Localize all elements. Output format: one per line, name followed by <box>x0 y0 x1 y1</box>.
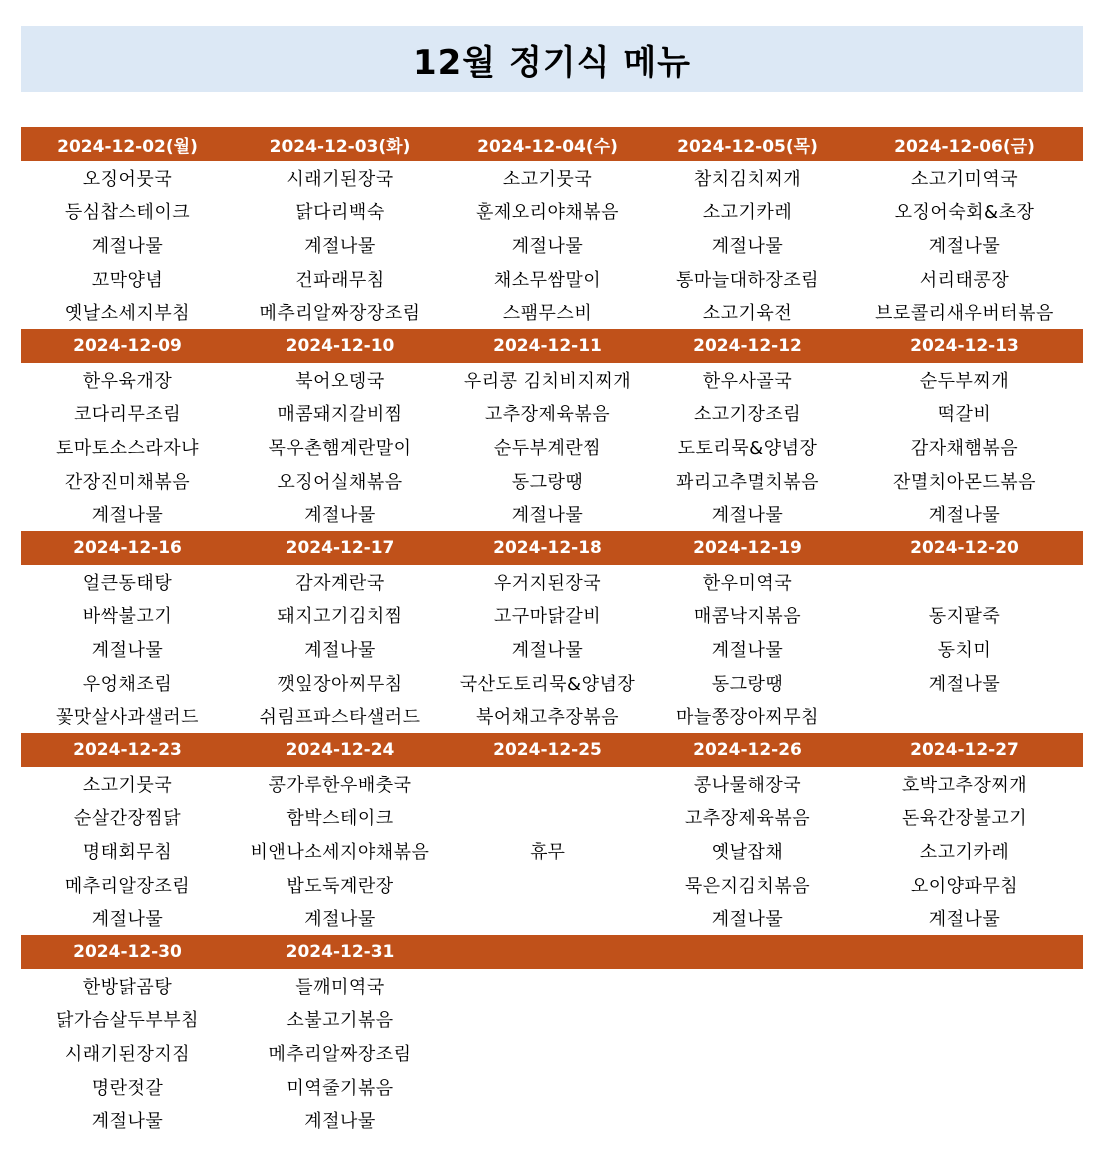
day-menu <box>846 565 1083 733</box>
menu-item: 콩나물해장국 <box>693 774 802 796</box>
menu-item: 한우육개장 <box>82 370 173 392</box>
menu-item: 계절나물 <box>511 505 584 527</box>
menu-item: 마늘쫑장아찌무침 <box>675 707 820 729</box>
menu-item: 계절나물 <box>91 505 164 527</box>
menu-item: 꼬막양념 <box>91 269 164 291</box>
date-header: 2024-12-09 <box>73 336 182 356</box>
menu-item: 북어채고추장볶음 <box>475 707 620 729</box>
day-menu <box>846 161 1083 329</box>
menu-item: 계절나물 <box>511 639 584 661</box>
day-menu <box>846 767 1083 935</box>
week-header-row <box>21 531 1083 565</box>
menu-item: 닭다리백숙 <box>295 202 385 224</box>
menu-item: 소고기뭇국 <box>82 774 173 796</box>
menu-item: 오징어숙회&초장 <box>894 202 1035 224</box>
menu-item: 소고기카레 <box>702 202 793 224</box>
menu-item: 꽈리고추멸치볶음 <box>675 471 820 493</box>
menu-item: 소불고기볶음 <box>286 1010 394 1032</box>
menu-item: 메추리알장조림 <box>64 875 191 897</box>
menu-item: 등심찹스테이크 <box>64 202 191 224</box>
date-header: 2024-12-06(금) <box>894 136 1035 157</box>
day-menu <box>21 969 234 1137</box>
week-header-row <box>21 329 1083 363</box>
date-header: 2024-12-24 <box>285 740 395 760</box>
week-header-row <box>21 935 1083 969</box>
week-menu-row <box>21 565 1083 733</box>
menu-item: 호박고추장찌개 <box>901 774 1028 796</box>
date-header: 2024-12-18 <box>493 538 602 558</box>
date-header: 2024-12-13 <box>910 336 1019 356</box>
menu-item: 계절나물 <box>91 235 164 257</box>
menu-item: 계절나물 <box>304 909 376 931</box>
menu-item: 한방닭곰탕 <box>82 976 173 998</box>
menu-item: 순두부찌개 <box>919 370 1010 392</box>
day-menu <box>649 565 846 733</box>
date-header: 2024-12-05(목) <box>677 136 818 157</box>
menu-item: 들깨미역국 <box>295 976 385 998</box>
date-header: 2024-12-16 <box>73 538 182 558</box>
day-menu <box>446 161 649 329</box>
menu-item: 얼큰동태탕 <box>82 572 173 594</box>
date-header: 2024-12-30 <box>73 942 182 962</box>
week-block <box>21 531 1083 733</box>
day-menu <box>649 363 846 531</box>
week-menu-row <box>21 767 1083 935</box>
menu-item: 명란젓갈 <box>91 1077 164 1099</box>
date-header: 2024-12-25 <box>493 740 602 760</box>
menu-item: 계절나물 <box>91 1111 164 1133</box>
menu-item: 오징어실채볶음 <box>277 471 403 493</box>
week-block <box>21 935 1083 1137</box>
week-block <box>21 733 1083 935</box>
week-block <box>21 127 1083 329</box>
date-header: 2024-12-19 <box>693 538 802 558</box>
menu-item: 간장진미채볶음 <box>64 471 191 493</box>
menu-item: 메추리알짜장장조림 <box>259 303 421 325</box>
menu-item: 한우사골국 <box>702 370 793 392</box>
week-block <box>21 329 1083 531</box>
week-menu-row <box>21 161 1083 329</box>
menu-item: 깻잎장아찌무침 <box>277 673 403 695</box>
menu-item: 건파래무침 <box>295 269 385 291</box>
date-header: 2024-12-02(월) <box>57 136 198 157</box>
menu-item: 도토리묵&양념장 <box>677 437 818 459</box>
day-menu <box>446 565 649 733</box>
menu-item: 옛날잡채 <box>711 841 784 863</box>
menu-item: 계절나물 <box>928 673 1001 695</box>
menu-item: 동그랑땡 <box>511 471 584 493</box>
holiday-label: 휴무 <box>530 842 565 863</box>
week-header-row <box>21 127 1083 161</box>
page-title: 12월 정기식 메뉴 <box>412 42 692 83</box>
menu-item: 브로콜리새우버터볶음 <box>875 303 1054 325</box>
day-menu <box>234 767 446 935</box>
menu-item: 목우촌햄계란말이 <box>268 437 412 459</box>
date-header: 2024-12-10 <box>285 336 395 356</box>
menu-item: 채소무쌈말이 <box>493 269 602 291</box>
menu-item: 돼지고기김치찜 <box>277 606 403 628</box>
menu-item: 우리콩 김치비지찌개 <box>463 370 632 392</box>
date-header <box>446 935 649 969</box>
menu-item: 계절나물 <box>711 505 784 527</box>
menu-item: 소고기육전 <box>702 303 793 325</box>
menu-item: 통마늘대하장조림 <box>675 269 820 291</box>
menu-item: 참치김치찌개 <box>693 168 802 190</box>
date-header: 2024-12-04(수) <box>477 136 618 157</box>
menu-item: 돈육간장불고기 <box>901 808 1028 830</box>
day-menu <box>21 565 234 733</box>
menu-item: 비앤나소세지야채볶음 <box>250 841 430 863</box>
menu-item: 고추장제육볶음 <box>484 404 611 426</box>
menu-item: 계절나물 <box>928 505 1001 527</box>
date-header: 2024-12-11 <box>493 336 602 356</box>
menu-item: 코다리무조림 <box>73 404 182 426</box>
date-header <box>649 935 846 969</box>
menu-item: 계절나물 <box>711 909 784 931</box>
menu-item: 고구마닭갈비 <box>493 606 602 628</box>
menu-table <box>21 127 1083 1137</box>
menu-item: 순두부계란찜 <box>493 437 602 459</box>
menu-item <box>846 565 1083 599</box>
date-header: 2024-12-20 <box>910 538 1019 558</box>
day-menu <box>234 363 446 531</box>
date-header: 2024-12-26 <box>693 740 802 760</box>
menu-item: 옛날소세지부침 <box>64 303 191 325</box>
day-menu <box>649 969 846 1137</box>
menu-item: 꽃맛살사과샐러드 <box>55 707 200 729</box>
menu-item: 동그랑땡 <box>711 673 784 695</box>
menu-item: 소고기뭇국 <box>502 168 593 190</box>
day-menu <box>446 767 649 935</box>
menu-item: 스팸무스비 <box>502 303 593 325</box>
menu-item: 계절나물 <box>304 505 376 527</box>
menu-item: 계절나물 <box>928 909 1001 931</box>
title-banner <box>21 26 1083 92</box>
menu-item: 콩가루한우배춧국 <box>268 774 412 796</box>
day-menu <box>446 969 649 1137</box>
date-header: 2024-12-12 <box>693 336 802 356</box>
menu-item: 매콤낙지볶음 <box>693 606 802 628</box>
menu-item: 명태회무침 <box>82 841 173 863</box>
date-header: 2024-12-23 <box>73 740 182 760</box>
menu-item: 계절나물 <box>91 639 164 661</box>
date-header <box>846 935 1083 969</box>
day-menu <box>649 161 846 329</box>
date-header: 2024-12-31 <box>285 942 395 962</box>
menu-item: 쉬림프파스타샐러드 <box>259 707 421 729</box>
menu-item: 계절나물 <box>928 235 1001 257</box>
menu-item: 우거지된장국 <box>493 572 602 594</box>
week-header-row <box>21 733 1083 767</box>
date-header: 2024-12-03(화) <box>269 136 411 157</box>
menu-item: 미역줄기볶음 <box>286 1077 394 1099</box>
day-menu <box>649 767 846 935</box>
menu-item: 계절나물 <box>511 235 584 257</box>
menu-item: 닭가슴살두부부침 <box>55 1010 200 1032</box>
menu-item: 감자채햄볶음 <box>910 437 1019 459</box>
menu-item: 함박스테이크 <box>286 808 394 830</box>
menu-item: 계절나물 <box>91 909 164 931</box>
day-menu <box>234 969 446 1137</box>
day-menu <box>846 969 1083 1137</box>
week-menu-row <box>21 969 1083 1137</box>
day-menu <box>21 363 234 531</box>
menu-item: 매콤돼지갈비찜 <box>277 404 403 426</box>
menu-item: 바싹불고기 <box>82 606 173 628</box>
menu-item <box>846 699 1083 733</box>
day-menu <box>21 161 234 329</box>
menu-item: 시래기된장국 <box>286 168 394 190</box>
menu-item: 토마토소스라자냐 <box>55 437 200 459</box>
menu-item: 계절나물 <box>304 639 376 661</box>
day-menu <box>846 363 1083 531</box>
menu-item: 동치미 <box>937 639 992 661</box>
day-menu <box>21 767 234 935</box>
date-header: 2024-12-17 <box>285 538 395 558</box>
menu-item: 소고기카레 <box>919 841 1010 863</box>
menu-item: 소고기미역국 <box>910 168 1019 190</box>
menu-item: 국산도토리묵&양념장 <box>459 673 636 695</box>
menu-item: 계절나물 <box>711 235 784 257</box>
menu-item: 오징어뭇국 <box>82 168 173 190</box>
day-menu <box>234 161 446 329</box>
menu-item: 북어오뎅국 <box>295 370 385 392</box>
menu-item: 계절나물 <box>304 1111 376 1133</box>
menu-item: 계절나물 <box>711 639 784 661</box>
menu-item: 순살간장찜닭 <box>73 808 182 830</box>
menu-item: 훈제오리야채볶음 <box>475 202 620 224</box>
menu-item: 메추리알짜장조림 <box>268 1043 412 1065</box>
menu-item: 잔멸치아몬드볶음 <box>892 471 1037 493</box>
menu-item: 시래기된장지짐 <box>64 1043 191 1065</box>
date-header: 2024-12-27 <box>910 740 1019 760</box>
menu-item: 감자계란국 <box>295 572 385 594</box>
menu-item: 한우미역국 <box>702 572 793 594</box>
menu-item: 우엉채조림 <box>82 673 173 695</box>
menu-item: 고추장제육볶음 <box>684 808 811 830</box>
menu-item: 소고기장조림 <box>693 404 802 426</box>
menu-item: 밥도둑계란장 <box>286 875 394 897</box>
menu-item: 떡갈비 <box>937 404 992 426</box>
day-menu <box>234 565 446 733</box>
menu-item: 동지팥죽 <box>928 606 1001 628</box>
menu-item: 오이양파무침 <box>910 875 1019 897</box>
week-menu-row <box>21 363 1083 531</box>
menu-item: 서리태콩장 <box>919 269 1010 291</box>
day-menu <box>446 363 649 531</box>
menu-item: 묵은지김치볶음 <box>684 875 811 897</box>
menu-item: 계절나물 <box>304 235 376 257</box>
